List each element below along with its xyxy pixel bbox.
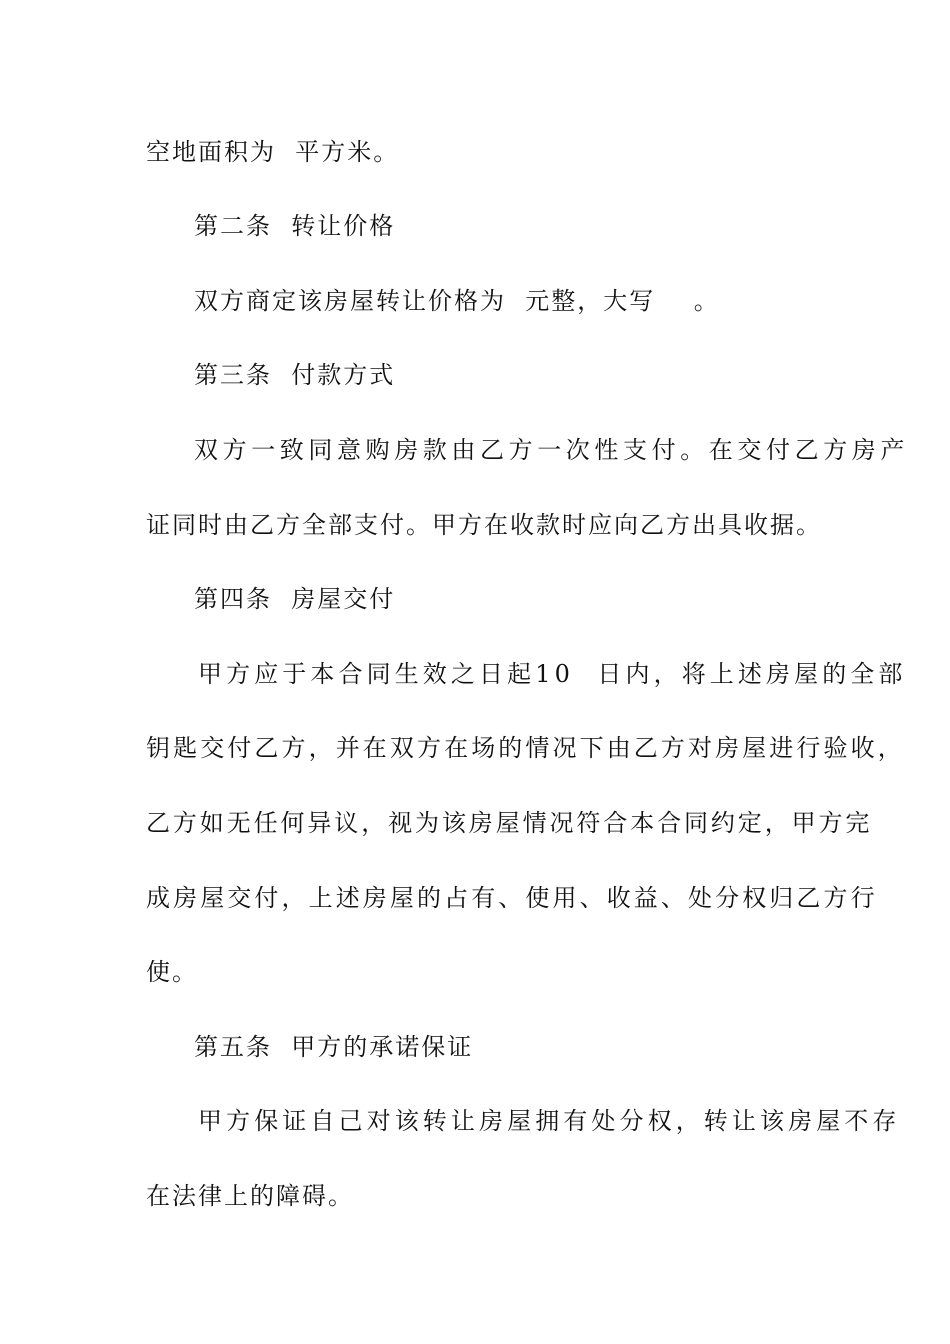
article-4-text-line-3: 乙方如无任何异议，视为该房屋情况符合本合同约定，甲方完 (146, 809, 873, 837)
article-5-text-line-2: 在法律上的障碍。 (146, 1182, 354, 1210)
text-line-area: 空地面积为 平方米。 (146, 138, 400, 166)
article-3-heading: 第三条 付款方式 (194, 361, 396, 389)
article-5-text-line-1: 甲方保证自己对该转让房屋拥有处分权，转让该房屋不存 (198, 1107, 901, 1135)
article-4-text-line-4: 成房屋交付，上述房屋的占有、使用、收益、处分权归乙方行 (146, 884, 878, 912)
article-4-heading: 第四条 房屋交付 (194, 585, 396, 613)
article-3-text-line-1: 双方一致同意购房款由乙方一次性支付。在交付乙方房产 (194, 436, 909, 464)
article-4-text-line-5: 使。 (146, 958, 198, 986)
article-4-text-line-2: 钥匙交付乙方，并在双方在场的情况下由乙方对房屋进行验收， (146, 734, 905, 762)
article-4-text-line-1: 甲方应于本合同生效之日起10 日内，将上述房屋的全部 (198, 660, 907, 688)
article-2-heading: 第二条 转让价格 (194, 212, 396, 240)
article-5-heading: 第五条 甲方的承诺保证 (194, 1033, 474, 1061)
article-3-text-line-2: 证同时由乙方全部支付。甲方在收款时应向乙方出具收据。 (146, 511, 822, 539)
article-2-text: 双方商定该房屋转让价格为 元整，大写 。 (194, 287, 720, 315)
